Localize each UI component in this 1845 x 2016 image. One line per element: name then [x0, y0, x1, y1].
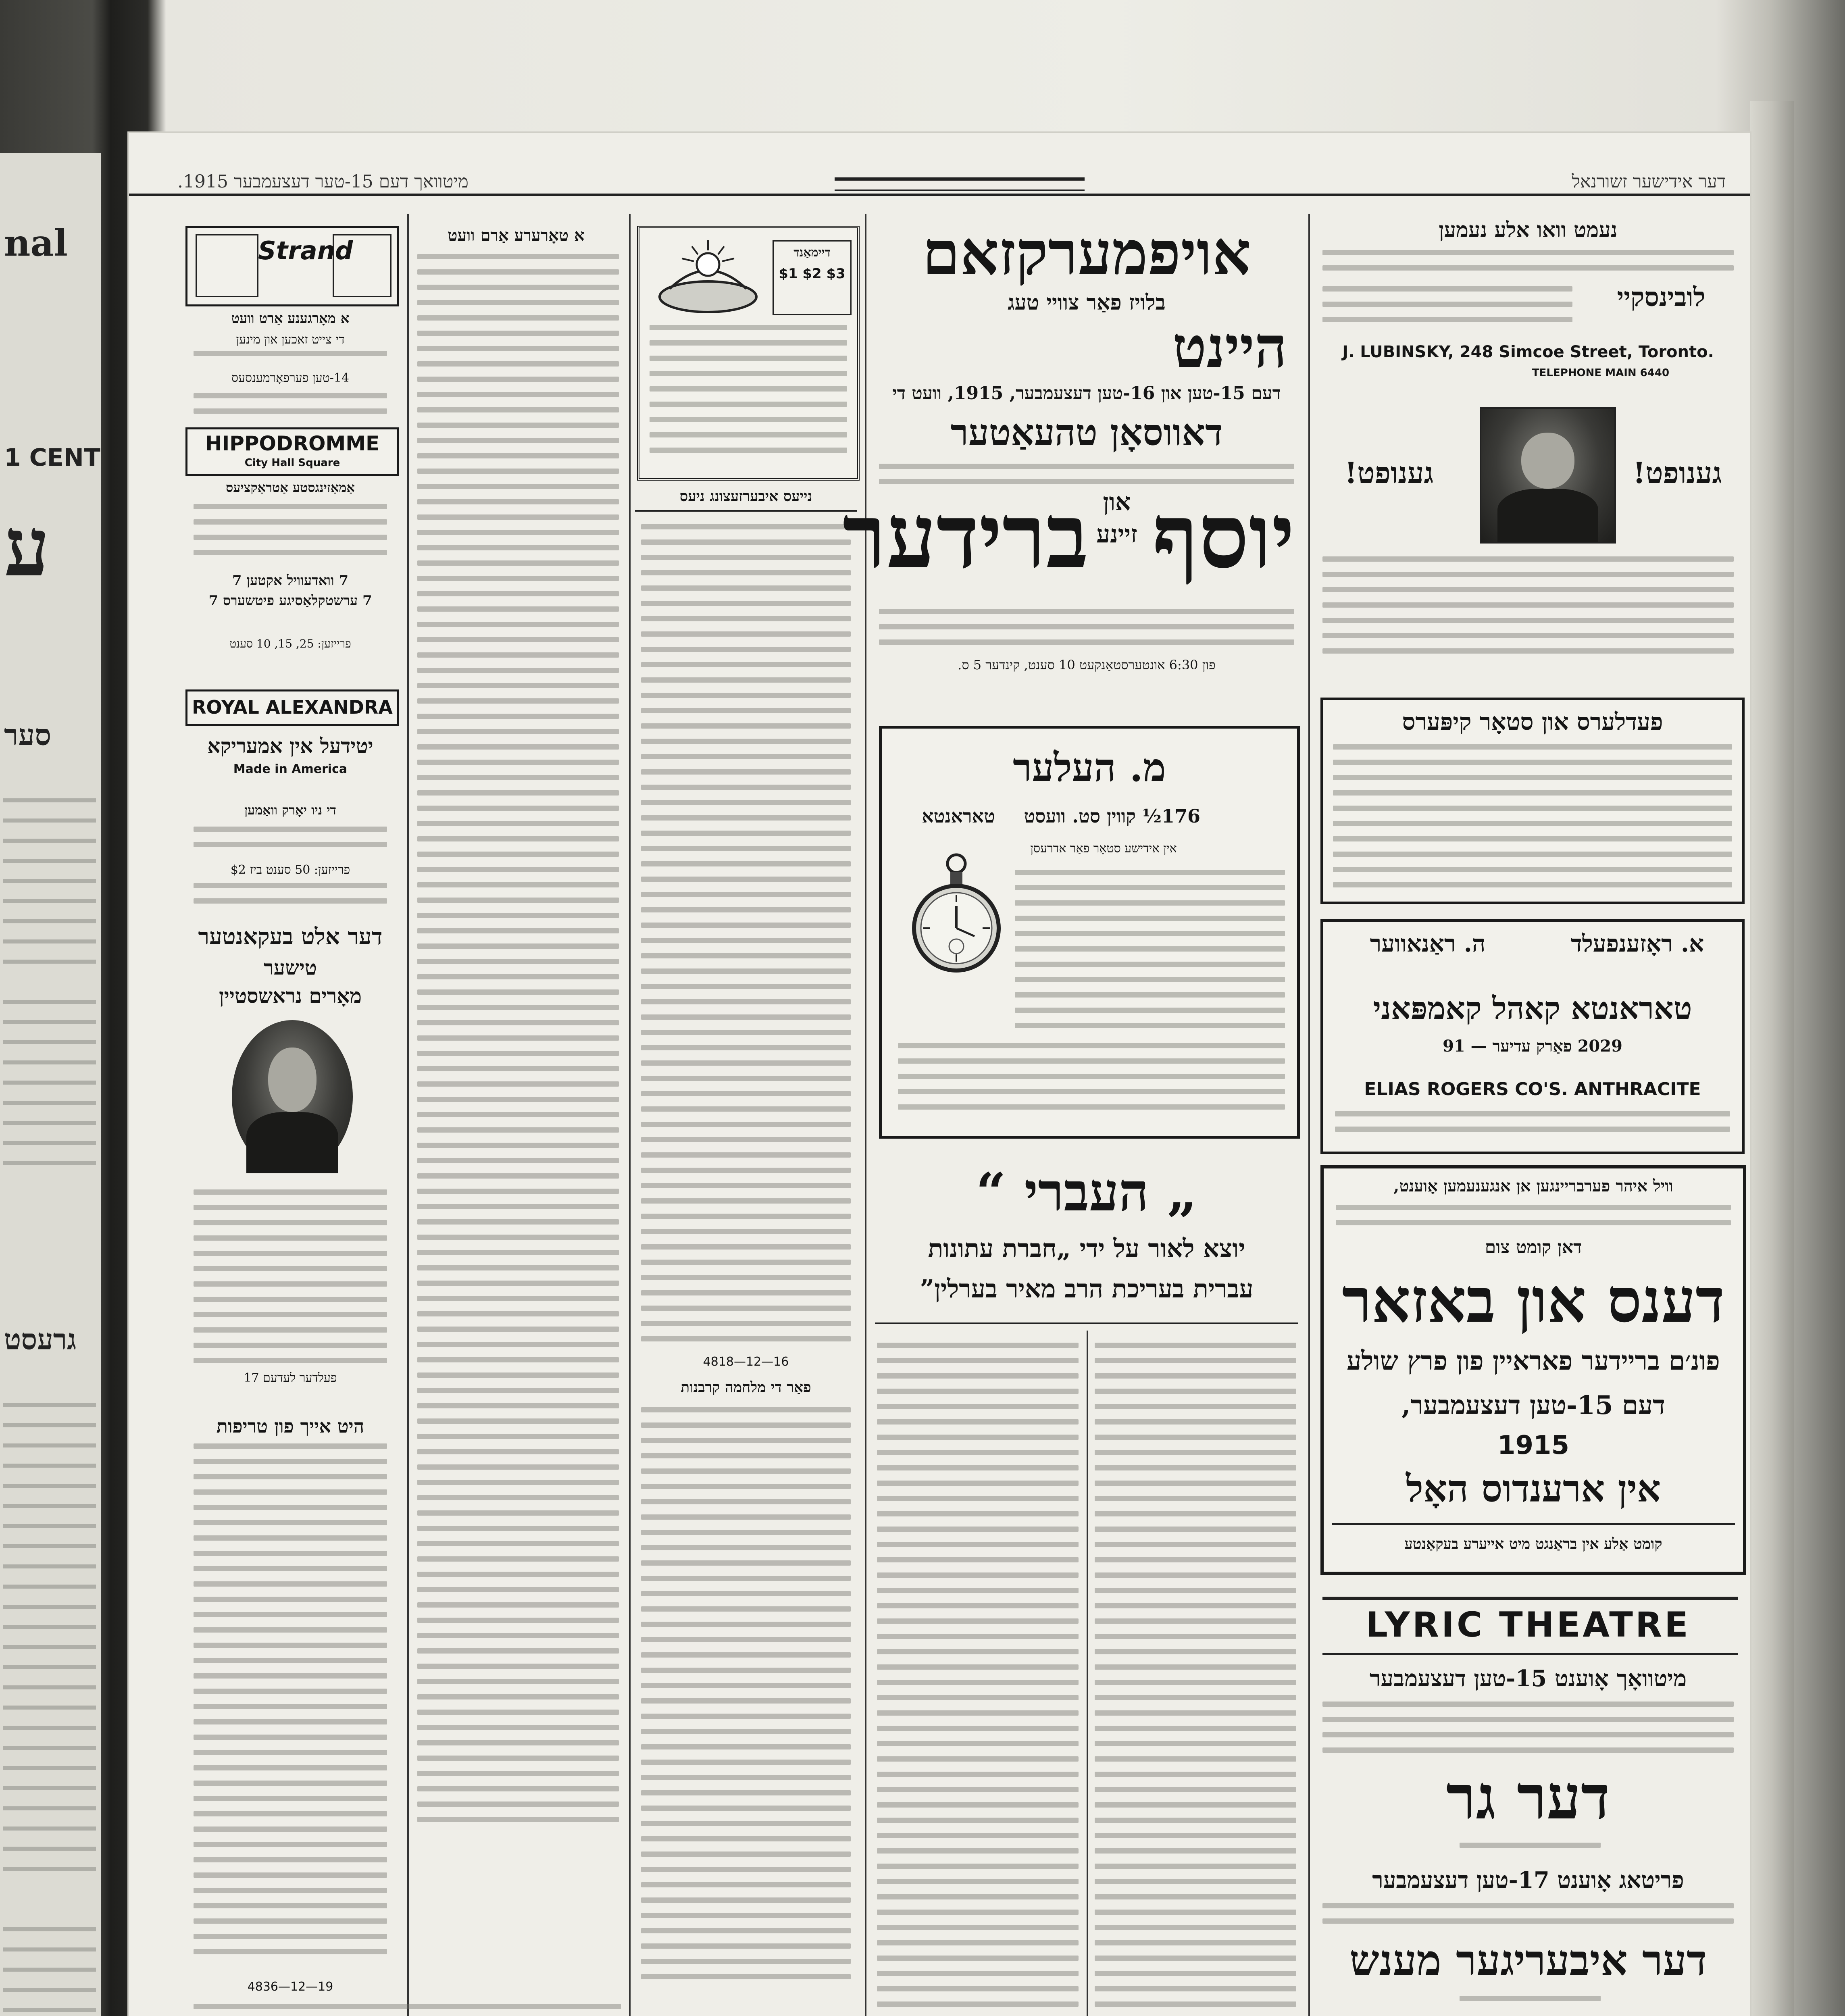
dance-ad — [1320, 1165, 1746, 1575]
strand-times: 14-טען פערפאָרמענסעס — [231, 371, 350, 385]
royal-made-in: Made in America — [233, 762, 348, 776]
haivri-line1: יוצא לאור על ידי „חברת עתונות — [928, 1234, 1245, 1263]
strand-ad — [185, 226, 399, 306]
watch-city: טאראנטא — [922, 805, 995, 827]
prev-fragment-cent: 1 CENT — [4, 444, 100, 472]
royal-body — [194, 827, 387, 857]
news-header: נייעס איבערזעצונג ניעס — [679, 488, 812, 505]
lyric-play1: דער גר — [1446, 1762, 1610, 1833]
dateline: מיטוואך דעם 15-טער דעצעמבער 1915. — [177, 171, 469, 192]
featured-theater: דאווסאָן טהעאַטער — [950, 411, 1223, 454]
prev-fragment-ser: סער — [4, 718, 52, 752]
watch-ad — [879, 726, 1300, 1139]
featured-dates: דעם 15-טען און 16-טען דעצעמבער, 1915, וועט די — [892, 383, 1281, 404]
lyric-body — [1322, 1702, 1734, 1763]
war-header: פאַר די מלחמה קרבנות — [681, 1379, 811, 1396]
featured-body — [879, 609, 1294, 655]
royal-prices: פרייזען: 50 סענט ביז $2 — [230, 863, 350, 877]
coal-phone: 2029 פאַרק עדיער — 91 — [1443, 1037, 1622, 1056]
col2-headline: א טאָרערע אַרם וועט — [448, 226, 585, 245]
kosher-body — [194, 1443, 387, 1964]
col2-body — [417, 254, 619, 1832]
dance-sub: פונ׳ם בריידער פאראיין פון פרץ שולע — [1347, 1346, 1720, 1376]
diamond-prices: $1 $2 $3 — [779, 266, 845, 282]
gemufet-left: גענופט! — [1344, 456, 1434, 490]
divider — [875, 1322, 1298, 1324]
strand-side-note — [333, 234, 391, 297]
hippodrome-line3: 7 ערשטקלאַסיגע פיטשערס 7 — [208, 593, 372, 609]
play-yosef: יוסף — [1152, 484, 1295, 588]
royal-body — [194, 883, 387, 914]
dance-title: דענס און באזאר — [1342, 1265, 1725, 1336]
royal-alexandra-name: ROYAL ALEXANDRA — [192, 696, 393, 718]
paper-name: דער אידישער זשורנאל — [1572, 171, 1726, 192]
lyric-body — [1322, 1903, 1734, 1934]
lubinsky-phone: TELEPHONE MAIN 6440 — [1532, 367, 1670, 379]
header-rule — [129, 194, 1750, 196]
coal-ad — [1320, 919, 1745, 1154]
dance-come: דאן קומט צום — [1485, 1237, 1582, 1258]
coal-name-left: ה. ראַנאווער — [1370, 930, 1486, 957]
bottom-body — [194, 2004, 621, 2016]
diamond-title: דיימאַנד — [793, 246, 831, 260]
prev-fragment-ayin: ע — [4, 500, 50, 595]
divider — [1322, 1653, 1738, 1655]
chess-title: דער אלט בעקאנטער — [198, 923, 383, 950]
column-rule — [629, 214, 631, 2016]
gemufet-photo — [1480, 407, 1616, 544]
watch-body — [1015, 870, 1285, 1038]
hippodrome-sub: City Hall Square — [244, 457, 340, 469]
coal-name-right: א. ראָזענפעלד — [1570, 930, 1704, 957]
featured-title: אויפמערקזאם — [922, 218, 1251, 289]
divider — [1332, 1523, 1735, 1525]
column-rule — [1087, 1331, 1088, 2016]
pedlers-title: פעדלערס און סטאָר קיפּערס — [1402, 708, 1663, 735]
gemufet-right: גענופט! — [1633, 456, 1722, 490]
diamond-price-box — [773, 240, 852, 315]
strand-body — [194, 351, 387, 366]
lyric-body — [1460, 1843, 1601, 1858]
dance-body — [1336, 1205, 1731, 1235]
royal-alexandra-banner — [185, 689, 399, 726]
news-code: 4818—12—16 — [703, 1355, 789, 1369]
war-body — [641, 1407, 851, 1989]
strand-side-note — [196, 234, 258, 297]
chess-address: פעלדער לעדעם 17 — [244, 1371, 337, 1385]
hippodrome-line1: אַמאַזינגסטע אַטראַקציעס — [226, 480, 355, 495]
newspaper-page — [129, 133, 1750, 2016]
hippodrome-banner — [185, 427, 399, 476]
watch-sub: אין אידישע סטאָר פאַר אדרעסן — [1030, 841, 1177, 856]
dance-footer: קומט אַלע אין בראַנגט מיט אייערע בעקאַנטע — [1404, 1535, 1662, 1552]
gemufet-body — [1322, 556, 1734, 664]
strand-line1: א מאָרגענע אַרט וועט — [231, 310, 350, 327]
coal-company: טאראנטא קאהל קאמפּאני — [1373, 990, 1692, 1026]
dance-date: דעם 15-טען דעצעמבער, — [1401, 1390, 1665, 1420]
column-rule — [1308, 214, 1310, 2016]
featured-today: היינט — [1172, 314, 1287, 381]
featured-subtitle: בלויז פאַר צוויי טעג — [1008, 290, 1166, 315]
haivri-col-b — [1095, 1343, 1296, 2016]
portrait-photo — [232, 1020, 353, 1173]
chess-body — [194, 1189, 387, 1373]
haivri-line2: עברית בעריכת הרב מאיר בערלין” — [920, 1274, 1254, 1304]
coal-body — [1335, 1111, 1730, 1142]
lyric-body — [1460, 1996, 1601, 2011]
royal-line2: די ניו יאָרק וואַמען — [244, 802, 337, 818]
coal-english: ELIAS ROGERS CO'S. ANTHRACITE — [1364, 1079, 1701, 1100]
col2-code2: 4836—12—19 — [247, 1980, 333, 1994]
lubinsky-name: לובינסקיי — [1617, 282, 1705, 312]
play-bruder: ברידער — [842, 484, 1089, 588]
hippodrome-body — [194, 504, 387, 565]
play-zayne: זיינע — [1096, 520, 1137, 548]
prev-fragment-nal: nal — [4, 222, 68, 264]
hippodrome-line2: 7 וואדעוויל אקטען 7 — [232, 573, 349, 589]
page-edge-right — [1750, 101, 1794, 2016]
featured-time: פון 6:30 אונטערסטאַנקעט 10 סענט, קינדער 5 ס. — [958, 657, 1216, 673]
strand-line2: די צייט זאכען און מינען — [236, 333, 345, 347]
divider — [1322, 1597, 1738, 1600]
chess-line2: טישער — [264, 956, 317, 979]
strand-body — [194, 393, 387, 424]
kosher-title: היט אייך פון טריפות — [216, 1415, 364, 1437]
watch-name: מ. העלער — [1013, 745, 1166, 790]
lyric-show2-date: פריטאג אָוענט 17-טען דעצעמבער — [1372, 1867, 1684, 1893]
pedlers-ad — [1320, 698, 1745, 904]
lubinsky-body — [1322, 250, 1734, 281]
previous-page-edge — [0, 153, 101, 2016]
ring-icon — [648, 236, 768, 317]
watch-address: 176½ קווין סט. וועסט — [1024, 805, 1200, 827]
dance-intro: וויל איהר פערבריינגען אן אנגענעמען אָוענט, — [1393, 1177, 1673, 1195]
prev-fragment-greest: גרעסט — [4, 1322, 77, 1356]
lyric-show1-date: מיטוואָך אָוענט 15-טען דעצעמבער — [1369, 1665, 1687, 1692]
diamond-body — [650, 325, 847, 463]
column-rule — [407, 214, 409, 2016]
watch-body — [898, 1043, 1285, 1120]
royal-line1: יטידעל אין אמעריקא — [207, 734, 373, 758]
diamond-ad — [637, 226, 860, 481]
divider — [635, 510, 857, 512]
hippodrome-name: HIPPODROMME — [205, 432, 380, 455]
lubinsky-body — [1322, 286, 1572, 332]
haivri-col-a — [877, 1343, 1079, 2016]
hippodrome-prices: פרייזען: 25, 15, 10 סענט — [229, 637, 351, 650]
chess-line3: מאָרים נראשסטיין — [219, 984, 362, 1008]
lyric-play2: דער איבעריגער מענש — [1349, 1935, 1707, 1985]
play-un: און — [1103, 488, 1131, 516]
news-body — [641, 524, 851, 1352]
pocket-watch-icon — [910, 850, 1003, 979]
header-ornament — [835, 177, 1085, 191]
strand-logo: Strand — [258, 236, 353, 265]
haivri-title: „ העברי “ — [976, 1161, 1197, 1223]
lubinsky-title: נעמט וואו אלע נעמען — [1439, 218, 1618, 242]
dance-hall: אין ארענדוס האָל — [1406, 1467, 1661, 1510]
pedlers-body — [1333, 744, 1732, 898]
lubinsky-address: J. LUBINSKY, 248 Simcoe Street, Toronto. — [1342, 343, 1714, 361]
lyric-title: LYRIC THEATRE — [1366, 1605, 1691, 1645]
dance-year: 1915 — [1497, 1431, 1570, 1460]
